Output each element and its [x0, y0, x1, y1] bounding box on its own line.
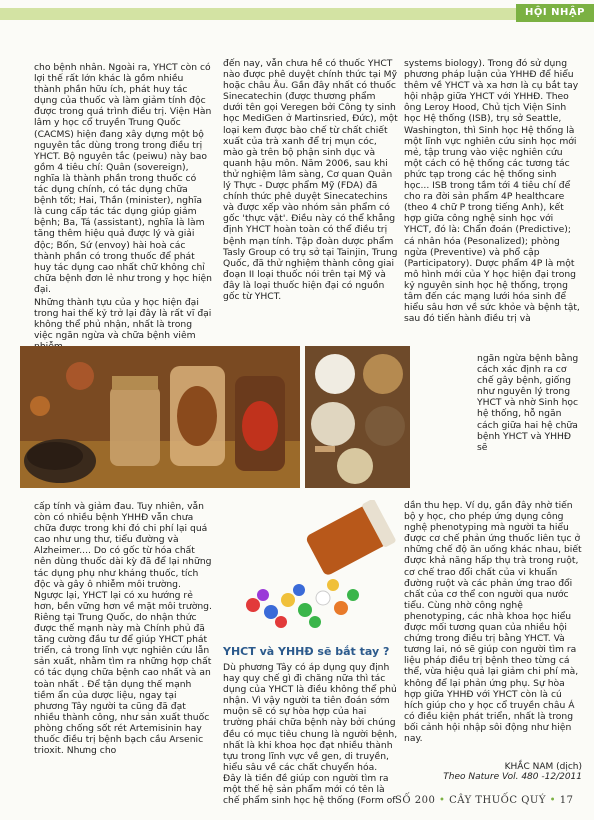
- column-3-top: [404, 58, 582, 326]
- spice-jars-image: [20, 346, 300, 488]
- footer-issue: SỐ 200: [395, 795, 436, 806]
- paragraph: cho bệnh nhân. Ngoài ra, YHCT còn có lợi thế rất lớn khác là gồm nhiều thành phần hữu ích, phát huy tác dụng của thuốc và làm giảm tính độc được trong quá trình điều trị. Viện Hàn lâm y học cổ truyền Trung Quốc (CACMS) hiện đang xây dựng một bộ nguyên tắc dùng trong trong điều trị YHCT. Bộ nguyên tắc (peiwu) này bao gồm 4 tiêu chí: Quân (sovereign), nghĩa là thành phần trong thuốc có tác dụng chính, có tác dụng chữa bệnh tốt; Hai, Thần (minister), nghĩa là cung cấp tác tác dụng giúp giảm bệnh; Ba, Tá (assistant), nghĩa là làm tăng thêm hiệu quả được lý và giải độc; Bốn, Sứ (envoy) hài hoà các thành phần có trong thuốc để phát huy tác dụng cao nhất chữ không chỉ chữa bệnh đơn lẻ như trong y học hiện đại.: [34, 62, 213, 295]
- separator-dot: •: [549, 795, 557, 806]
- footer-magazine: CÂY THUỐC QUÝ: [449, 795, 546, 806]
- column-1-bottom: [34, 501, 212, 758]
- spice-jars-illustration: [20, 346, 300, 488]
- column-3-narrow: [477, 353, 583, 455]
- paragraph: Những thành tựu của y học hiện đại trong hai thế kỷ trở lại đây là rất vĩ đại không thể phủ nhận, nhất là trong việc ngăn ngừa và chữa bệnh viêm: [34, 296, 212, 342]
- paragraph: đến nay, vẫn chưa hề có thuốc YHCT nào được phê duyệt chính thức tại Mỹ hoặc châu Âu. Gần đây nhất có thuốc Sinecatechin (được thương phẩm dưới tên gọi Veregen bởi Công ty sinh học MediGen ở Martinsried, Đức), một loại kem được bào chế từ chất chiết xuất của trà xanh để trị mụn cóc, mào gà trên bộ phận sinh dục và quanh hậu môn. Năm 2006, sau khi thử nghiệm lâm sàng, Cơ quan Quản lý Thực - Dược phẩm Mỹ (FDA) đã chính thức phê duyệt Sinecatechins và được xếp vào nhóm sản phẩm có gốc 'thực vật'. Điều này có thể khẳng định YHCT hoàn toàn có thể điều trị bệnh mạn tính. Tập đoàn dược phẩm Tasly Group có trụ sở tại Tainjin, Trung Quốc, đã thử nghiệm thành công giai đoạn II loại thuốc nói trên tại Mỹ và đây là loại thuốc hiện đại có nguồn gốc từ YHCT.: [223, 58, 398, 302]
- section-title: HỘI NHẬP: [516, 4, 594, 22]
- section-header: [0, 0, 594, 30]
- page-footer: [395, 795, 573, 806]
- column-2-top: [223, 58, 398, 304]
- header-strip: [0, 8, 594, 20]
- separator-dot: •: [439, 795, 446, 806]
- byline: [404, 762, 582, 782]
- column-1-top: [34, 62, 212, 354]
- herbs-bowls-image: [305, 346, 410, 488]
- paragraph: cấp tính và giảm đau. Tuy nhiên, vẫn còn có nhiều bệnh YHHĐ vẫn chưa chữa được trong khi đó chi phí lại quá cao như ung thư, tiểu đường và Alzheimer.... Do có gốc từ hóa chất nên dùng thuốc dài kỳ đã để lại những tác dụng phụ như kháng thuốc, tích độc và gây ô nhiễm môi trường. Ngược lại, YHCT lại có xu hướng rẻ hơn, bền vững hơn về mặt môi trường. Riêng tại Trung Quốc, do nhận thức được thế mạnh này mà Chính phủ đã tăng cường đầu tư để giúp YHCT phát triển, cả trong lĩnh vực nghiên cứu lẫn sản xuất, nhằm tìm ra những hợp chất có tác dụng chữa bệnh cao nhất và an toàn nhất . Để tận dụng thế mạnh tiềm ẩn của dược liệu, ngay tại phương Tây người ta cũng đã đạt nhiều thành công, như sản xuất thuốc phòng chống sốt rét Artemisinin hay thuốc điều trị bệnh bạch cầu Arsenic trioxit. Nhưng cho: [34, 501, 212, 757]
- paragraph: ngăn ngừa bệnh bằng cách xác định ra cơ chế gây bệnh, giống như nguyên lý trong YHCT và nhờ Sinh học hệ thống, hỗ ngăn cách giữa hai hệ chữa bệnh YHCT và YHHĐ sẽ: [477, 353, 579, 453]
- byline-source: Theo Nature Vol. 480 -12/2011: [443, 772, 582, 782]
- paragraph: Dù phương Tây có áp dụng quy định hay quy chế gì đi chăng nữa thì tác dụng của YHCT là điều không thể phủ nhận. Vì vậy người ta tiên đoán sớm muộn sẽ có sự hòa hợp của hai trường phái chữa bệnh này bởi chúng đều có mục tiêu chung là người bệnh, nhất là khi khoa học đạt nhiều thành tựu trong lĩnh vực về gen, di truyền, hiểu sâu về các chất chuyển hóa. Đây là tiền đề giúp con người tìm ra một thế hệ sản phẩm mới có tên là chế phẩm sinh học hệ thống (Form of: [223, 662, 398, 807]
- herbs-illustration: [305, 346, 410, 488]
- column-2-bottom: [223, 662, 398, 808]
- column-3-bottom: [404, 500, 582, 746]
- pills-illustration: [223, 500, 398, 640]
- byline-author: KHẮC NAM (dịch): [504, 762, 582, 772]
- paragraph: systems biology). Trong đó sử dụng phương pháp luận của YHHĐ để hiểu thêm về YHCT và xa hơn là cụ bắt tay hội nhập giữa YHCT với YHHĐ. Theo ông Leroy Hood, Chủ tịch Viện Sinh học Hệ thống (ISB), trụ sở Seattle, Washington, thì Sinh học Hệ thống là một lĩnh vực nghiên cứu sinh học mới mẻ, tập trung vào việc nghiên cứu một cách có hệ thống các tương tác phức tạp trong các hệ thống sinh học... ISB trong tầm tới 4 tiêu chí để cho ra đời sản phẩm 4P healthcare (theo 4 chữ P trong tiếng Anh), kết hợp giữa công nghệ sinh học với YHCT, đó là: Chẩn đoán (Predictive); cá nhân hóa (Pesonalized); phòng ngừa (Preventive) và phổ cập (Participatory). Dược phẩm 4P là một mô hình mới của Y học hiện đại trong kỷ nguyên sinh học hệ thống, trọng tâm đến các mạng lưới hóa sinh để hiểu sâu hơn về sức khỏe và bệnh tật, sau đó tiến hành điều trị và: [404, 58, 580, 325]
- section-heading: YHCT và YHHĐ sẽ bắt tay ?: [223, 645, 390, 658]
- page-number: 17: [559, 795, 574, 806]
- paragraph: dần thu hẹp. Ví dụ, gần đây nhờ tiến bộ y học, cho phép ứng dụng công nghệ phenotyping mà người ta hiểu được cơ chế phản ứng thuốc liên tục ở những chế độ ăn uống khác nhau, biết được khả năng hấp thụ trà trong ruột, cơ chế trao đổi chất của vi khuẩn đường ruột và các phản ứng trao đổi chất của cơ thể con người qua nước tiểu. Cùng nhờ công nghệ phenotyping, các nhà khoa học hiểu được mối tương quan của nhiều hội chứng trong điều trị bằng YHCT. Và tương lai, nó sẽ giúp con người tìm ra liệu pháp điều trị bệnh theo từng cá thể, vừa hiệu quả lại giảm chi phí mà, không để lại phản ứng phụ. Sự hòa hợp giữa YHHĐ với YHCT còn là cú hích giúp cho y học cổ truyền châu Á có điều kiện phát triển, nhất là trong bối cảnh hội nhập sôi động như hiện nay.: [404, 500, 582, 744]
- pills-bottle-image: [223, 500, 398, 640]
